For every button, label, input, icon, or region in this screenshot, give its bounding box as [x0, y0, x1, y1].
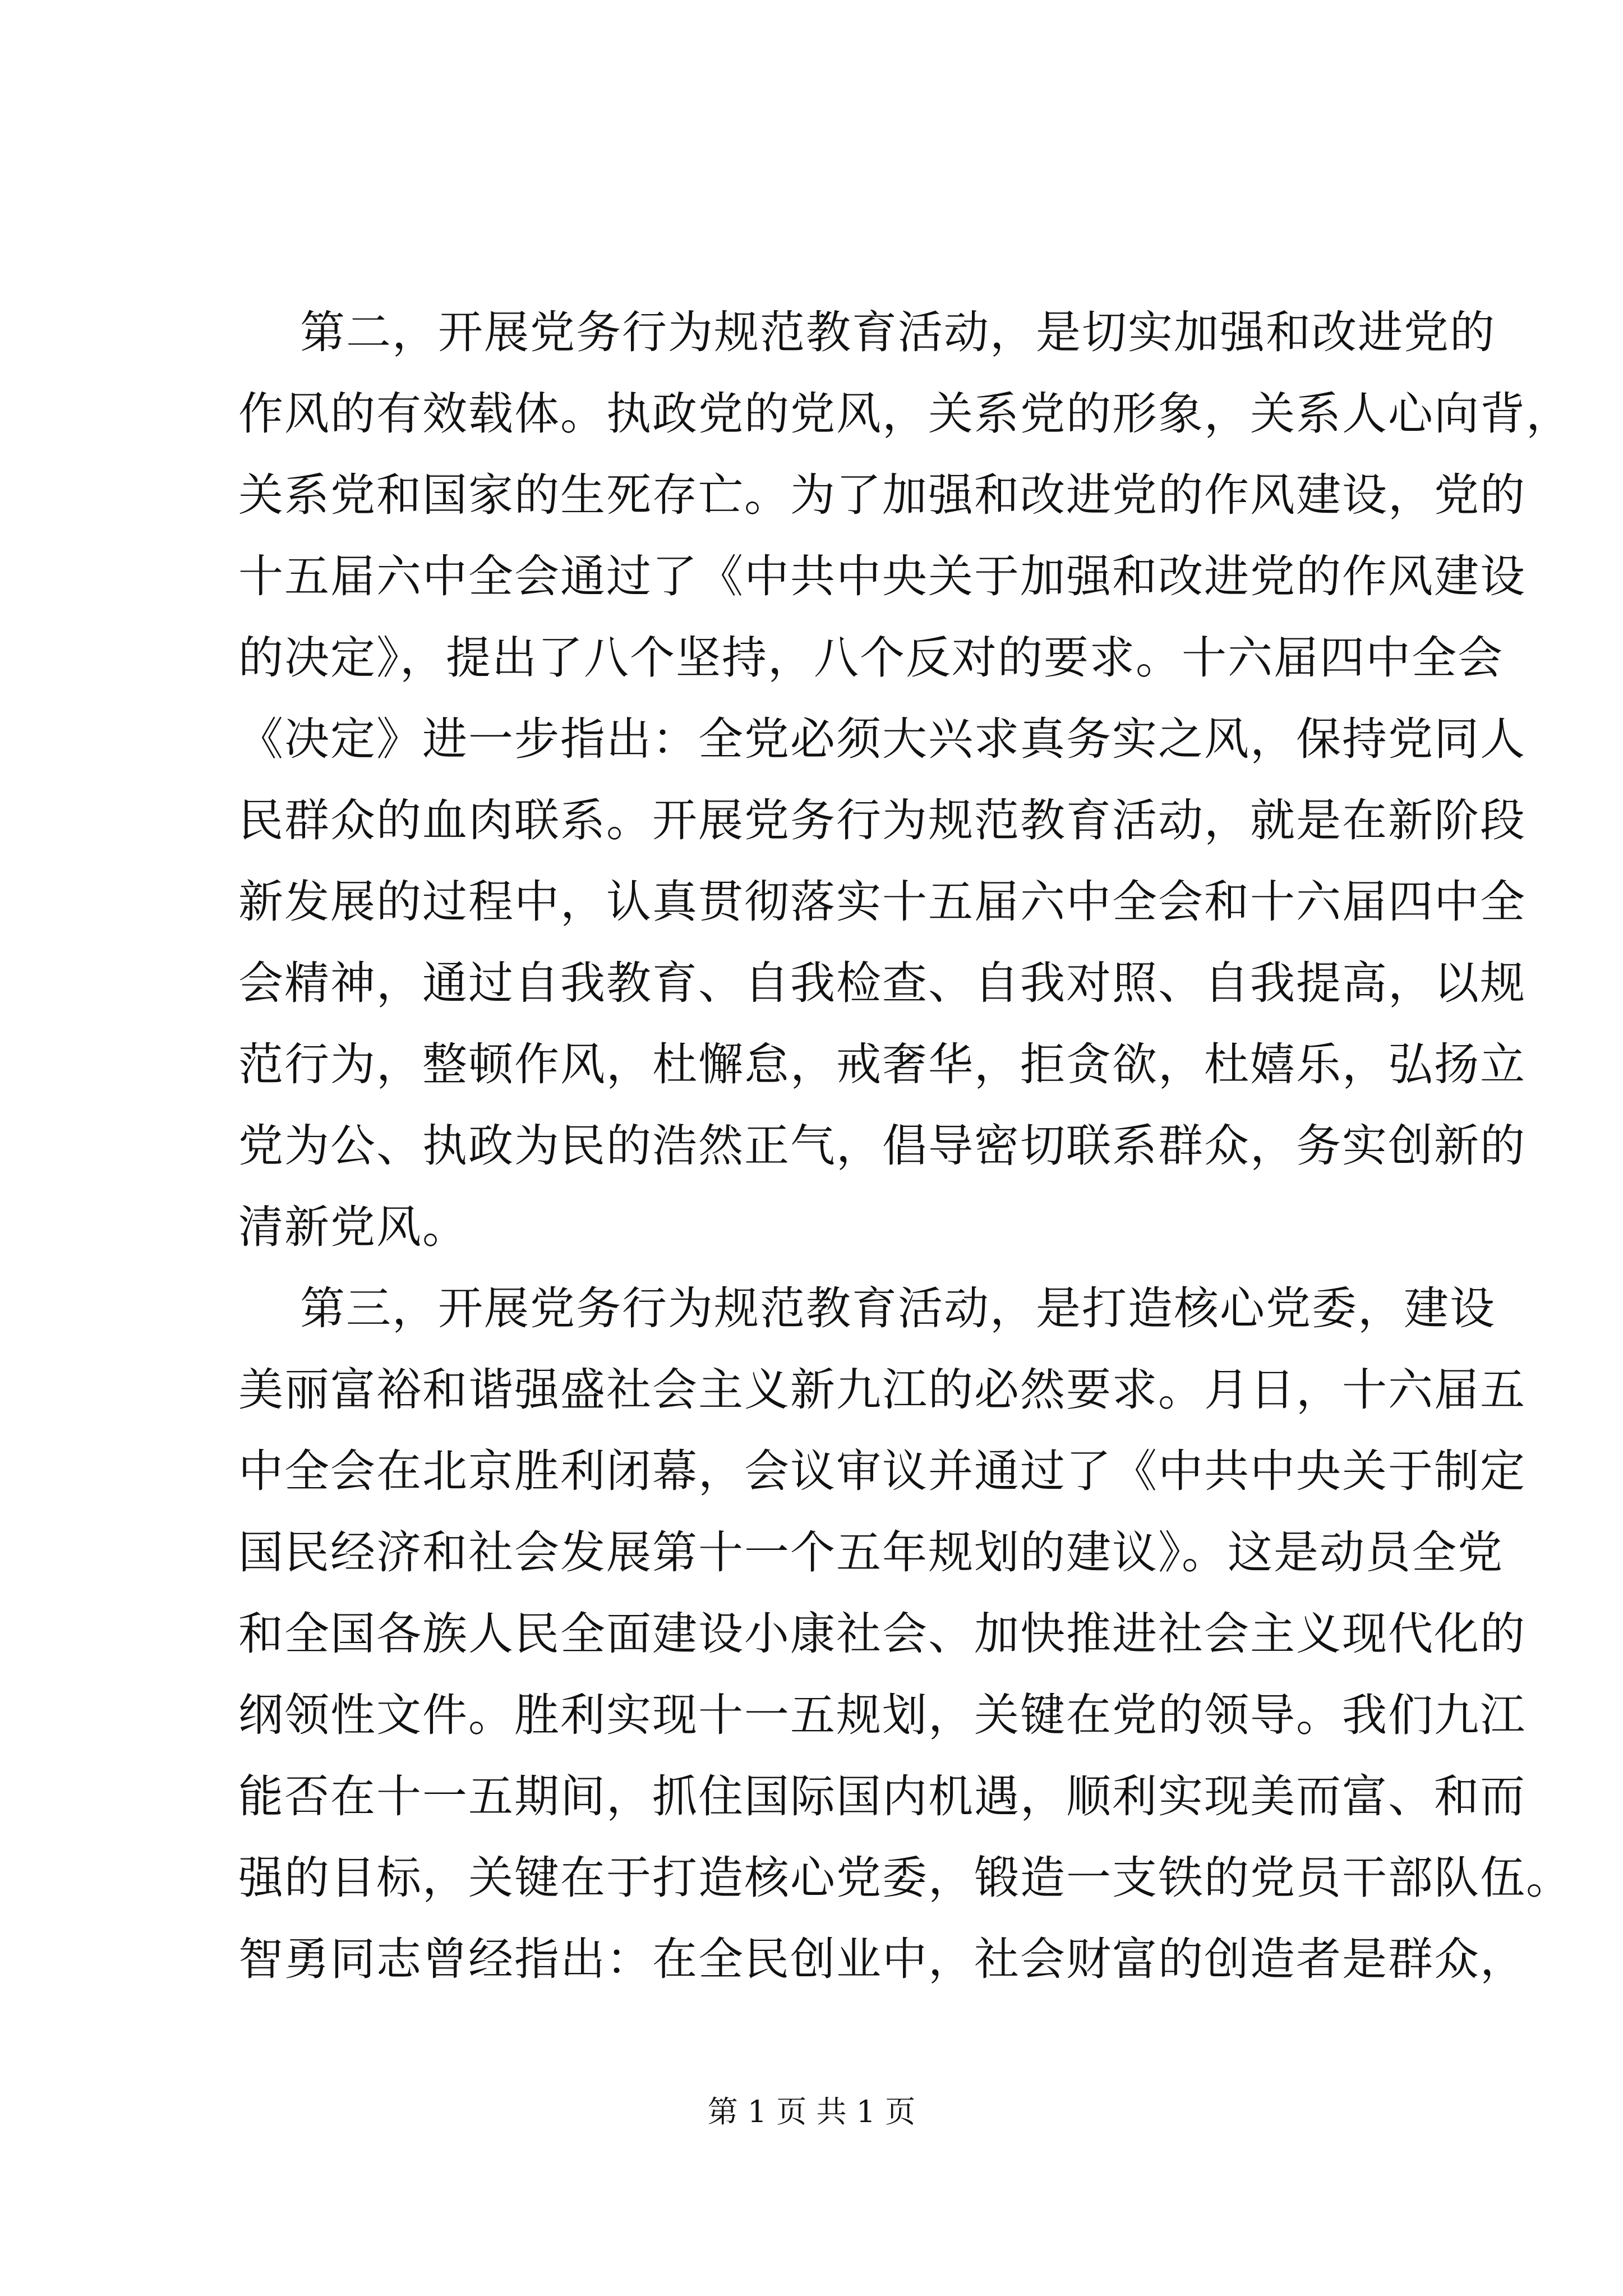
paragraph-1 [238, 292, 1572, 1268]
paragraph-2 [238, 1268, 1572, 2000]
text-line: 国民经济和社会发展第十一个五年规划的建议》。这是动员全党 [238, 1526, 1504, 1579]
text-line: 关系党和国家的生死存亡。为了加强和改进党的作风建设，党的 [238, 469, 1526, 521]
text-line: 范行为，整顿作风，杜懈怠，戒奢华，拒贪欲，杜嬉乐，弘扬立 [238, 1038, 1526, 1091]
text-line: 能否在十一五期间，抓住国际国内机遇，顺利实现美而富、和而 [238, 1770, 1526, 1823]
text-line: 十五届六中全会通过了《中共中央关于加强和改进党的作风建设 [238, 550, 1526, 602]
document-body [238, 292, 1572, 2000]
text-line: 纲领性文件。胜利实现十一五规划，关键在党的领导。我们九江 [238, 1689, 1526, 1741]
text-line: 美丽富裕和谐强盛社会主义新九江的必然要求。月日，十六届五 [238, 1364, 1526, 1416]
text-line: 和全国各族人民全面建设小康社会、加快推进社会主义现代化的 [238, 1608, 1526, 1660]
text-line: 的决定》，提出了八个坚持，八个反对的要求。十六届四中全会 [238, 632, 1504, 684]
page-footer [0, 2092, 1623, 2132]
text-line: 清新党风。 [238, 1201, 468, 1253]
text-line: 智勇同志曾经指出：在全民创业中，社会财富的创造者是群众， [238, 1933, 1526, 1985]
text-line: 第三，开展党务行为规范教育活动，是打造核心党委，建设 [300, 1282, 1496, 1335]
text-line: 中全会在北京胜利闭幕，会议审议并通过了《中共中央关于制定 [238, 1445, 1526, 1497]
text-line: 强的目标，关键在于打造核心党委，锻造一支铁的党员干部队伍。 [238, 1852, 1572, 1904]
text-line: 民群众的血肉联系。开展党务行为规范教育活动，就是在新阶段 [238, 794, 1526, 846]
text-line: 会精神，通过自我教育、自我检查、自我对照、自我提高，以规 [238, 957, 1526, 1009]
page-number-label: 第 1 页 共 1 页 [707, 2094, 916, 2129]
text-line: 《决定》进一步指出：全党必须大兴求真务实之风，保持党同人 [238, 713, 1526, 765]
text-line: 新发展的过程中，认真贯彻落实十五届六中全会和十六届四中全 [238, 876, 1526, 928]
text-line: 作风的有效载体。执政党的党风，关系党的形象，关系人心向背， [238, 388, 1572, 440]
text-line: 第二，开展党务行为规范教育活动，是切实加强和改进党的 [300, 306, 1496, 358]
text-line: 党为公、执政为民的浩然正气，倡导密切联系群众，务实创新的 [238, 1120, 1526, 1172]
